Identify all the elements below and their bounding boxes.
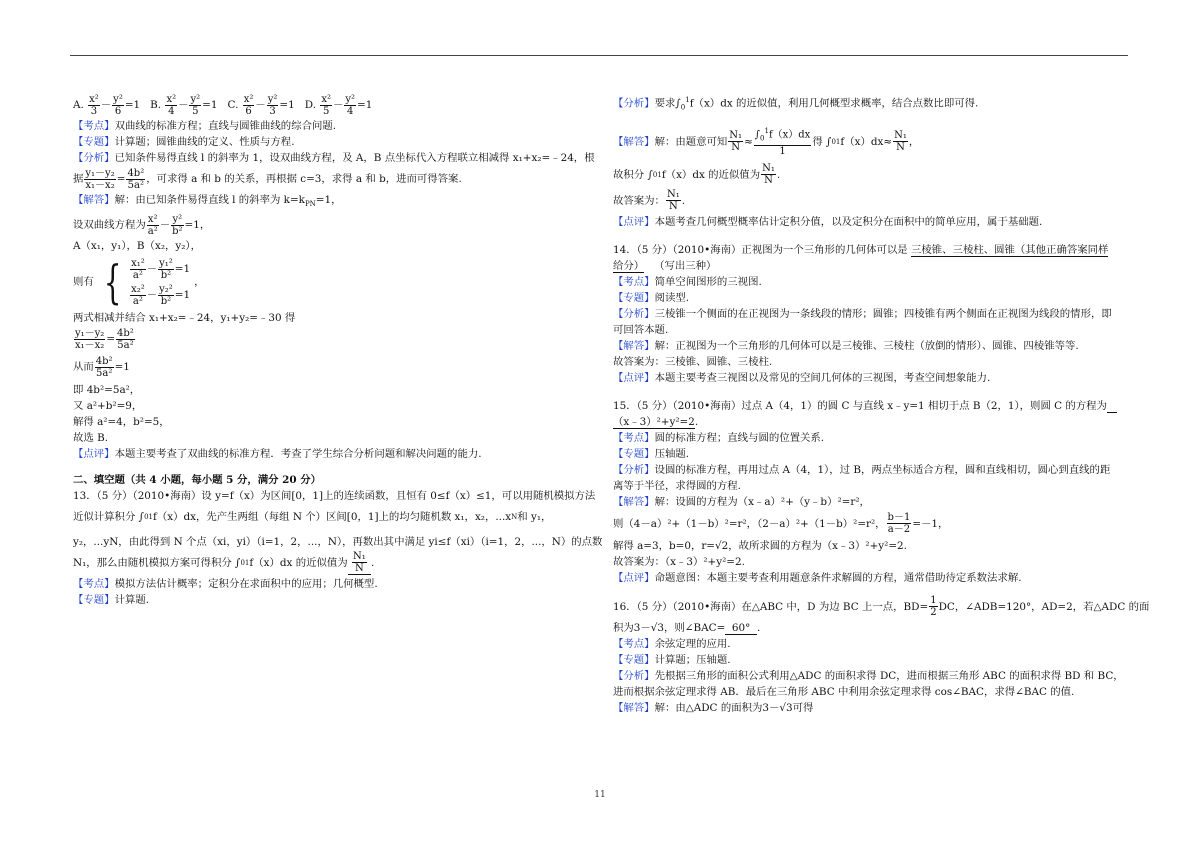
zhuanti-tag: 【专题】 [73, 136, 115, 148]
header-rule [70, 55, 1128, 56]
q15-dianping: 【点评】命题意图：本题主要考查利用题意条件求解圆的方程，通常借助待定系数法求解. [613, 571, 1022, 584]
subtract-line: 两式相减并结合 x₁+x₂=﹣24，y₁+y₂=﹣30 得 [73, 312, 296, 325]
equation-system: 则有 { $\frac{\text{x₁²}}{\text{a²}}$ － $\frac{\text{y₁²}}{\text{b²}}$ =1 $\frac{\text{x₂²}}{\text{a²}}$ － $\frac{\text{y₂²}}{\text{b²}}$ =1 ， [73, 255, 205, 310]
section-title: 二、填空题（共 4 小题，每小题 5 分，满分 20 分） [73, 474, 322, 487]
q14-zhuanti: 【专题】阅读型. [613, 291, 690, 304]
q16-kaodian: 【考点】余弦定理的应用. [613, 637, 731, 650]
dianping-line: 【点评】本题主要考查了双曲线的标准方程．考查了学生综合分析问题和解决问题的能力. [73, 448, 482, 461]
fenxi-line-2: 据 $\frac{\text{y₁－y₂}}{\text{x₁－x₂}}$ = $\frac{\text{4b²}}{\text{5a²}}$ ，可求得 a 和 b 的关系，再根据 c=3，求得 a 和 b，进而可得答案. [73, 167, 462, 191]
r-dianping: 【点评】本题考查几何概型概率估计定积分值，以及定积分在面积中的简单应用，属于基础题. [613, 215, 1043, 228]
q13-line-1: 13．（5 分）（2010•海南）设 y=f（x）为区间[0，1]上的连续函数，且恒有 0≤f（x）≤1，可以用随机模拟方法 [73, 490, 596, 503]
slope-fraction: $\frac{\text{y₁－y₂}}{\text{x₁－x₂}}$ = $\frac{\text{4b²}}{\text{5a²}}$ [75, 327, 134, 351]
q15-jieda: 【解答】解：设圆的方程为（x﹣a）²+（y﹣b）²=r²， [613, 495, 870, 508]
q15-kaodian: 【考点】圆的标准方程；直线与圆的位置关系. [613, 431, 825, 444]
solve-line: 解得 a²=4，b²=5， [73, 416, 170, 429]
zhuanti-line: 【专题】计算题；圆锥曲线的定义、性质与方程. [73, 136, 295, 148]
fenxi-tag: 【分析】 [73, 152, 115, 164]
q14-line-2: 给分） （写出三种） [613, 259, 717, 272]
q13-kaodian: 【考点】模拟方法估计概率；定积分在求面积中的应用；几何概型. [73, 578, 378, 591]
q13-zhuanti: 【专题】计算题. [73, 594, 150, 607]
from-line: 从而 $\frac{\text{4b²}}{\text{5a²}}$ =1 [73, 355, 130, 379]
q14-fenxi-2: 可回答本题. [613, 323, 669, 336]
r-jieda: 【解答】 解：由题意可知 $\frac{\text{N₁}}{N}$ ≈ $\frac{\int_0^1f(x)dx}{1}$ 得 ∫ 0 1 f（x）dx ≈ $\frac{\text{N₁}}{N}$ ， [613, 127, 920, 157]
r-gu-line: 故积分 ∫ 0 1 f（x）dx 的近似值为 $\frac{\text{N₁}}{N}$ . [613, 163, 781, 187]
kaodian-line: 【考点】双曲线的标准方程；直线与圆锥曲线的综合问题. [73, 120, 337, 132]
q15-equations: 则（4－a）²+（1－b）²=r²，（2－a）²+（1－b）²=r²， $\frac{b-1}{a-2}$ =－1， [613, 512, 949, 536]
q14-line-1: 14．（5 分）（2010•海南）正视图为一个三角形的几何体可以是 三棱锥、三棱柱、圆锥（其他正确答案同样 [613, 243, 1109, 256]
q15-solve: 解得 a=3，b=0，r=√2，故所求圆的方程为（x﹣3）²+y²=2. [613, 539, 907, 552]
q14-ans: 故答案为：三棱锥、圆锥、三棱柱. [613, 355, 773, 368]
q14-fenxi: 【分析】三棱锥一个侧面的在正视图为一条线段的情形；圆锥；四棱锥有两个侧面在正视图为线段的情形，即 [613, 307, 1112, 320]
kaodian-tag: 【考点】 [73, 120, 115, 132]
q13-line-2: 近似计算积分 ∫ 0 1 f（x）dx ，先产生两组（每组 N 个）区间[0，1]上的均匀随机数 x₁，x₂，...x N 和 y₁， [73, 511, 552, 524]
set-equation: 设双曲线方程为 $\frac{\text{x²}}{\text{a²}}$ － $\frac{\text{y²}}{\text{b²}}$ =1， [73, 213, 211, 237]
q15-fenxi: 【分析】设圆的标准方程，再用过点 A（4，1），过 B，两点坐标适合方程，圆和直线相切，圆心到直线的距 [613, 463, 1111, 476]
page-number: 11 [594, 790, 606, 800]
q15-line-2: （x﹣3）²+y²=2. [613, 415, 699, 428]
fenxi-line: 【分析】已知条件易得直线 l 的斜率为 1，设双曲线方程，及 A，B 点坐标代入方程联立相减得 x₁+x₂=﹣24，根 [73, 152, 595, 164]
q13-line-3: y₂，...yN，由此得到 N 个点（xi，yi）（i=1，2，...，N），再数出其中满足 yi≤f（xi）（i=1，2，...，N）的点数 [73, 536, 603, 549]
you-line: 又 a²+b²=9， [73, 400, 143, 413]
answer-options: A. $\frac{\text{x²}}{3}$ － $\frac{\text{y²}}{6}$ =1 B. $\frac{\text{x²}}{4}$ － $\frac{\text{y²}}{5}$ =1 C. $\frac{\text{x²}}{6}$ － $\frac{\text{y²}}{3}$ =1 D. $\frac{\text{x²}}{5}$ － $\frac{\text{y²}}{4}$ =1 [73, 93, 373, 117]
r-fenxi: 【分析】要求$\int_0^1f(x)dx$ 的近似值，利用几何概型求概率，结合点数比即可得. [613, 96, 979, 112]
right-column [613, 92, 1150, 716]
jieda-line: 【解答】解：由已知条件易得直线 l 的斜率为 $k=k_{PN}=1$， [73, 194, 342, 209]
left-column [73, 92, 603, 608]
choose-line: 故选 B. [73, 432, 109, 445]
q15-line-1: 15．（5 分）（2010•海南）过点 A（4，1）的圆 C 与直线 x﹣y=1 相切于点 B（2，1），则圆 C 的方程为 [613, 398, 1128, 414]
q16-zhuanti: 【专题】计算题；压轴题. [613, 653, 731, 666]
jieda-tag: 【解答】 [73, 194, 115, 206]
q15-ans: 故答案为：（x﹣3）²+y²=2. [613, 555, 745, 568]
q13-line-4: N₁，那么由随机模拟方案可得积分 ∫ 0 1 f（x）dx 的近似值为 $\frac{\text{N₁}}{N}$ . [73, 551, 375, 575]
q15-fenxi-2: 离等于半径，求得圆的方程. [613, 479, 741, 492]
q14-dianping: 【点评】本题主要考查三视图以及常见的空间几何体的三视图，考查空间想象能力. [613, 371, 991, 384]
ji-line: 即 4b²=5a²， [73, 384, 141, 397]
points-line: A（x₁，y₁），B（x₂，y₂）， [73, 240, 201, 253]
q14-kaodian: 【考点】简单空间图形的三视图. [613, 275, 762, 288]
q16-fenxi-2: 进而根据余弦定理求得 AB．最后在三角形 ABC 中利用余弦定理求得 cos∠BAC，求得∠BAC 的值. [613, 685, 1075, 698]
q16-line-2: 积为3－√3，则∠BAC= 60° . [613, 621, 761, 634]
q14-jieda: 【解答】解：正视图为一个三角形的几何体可以是三棱锥、三棱柱（放倒的情形）、圆锥、四棱锥等等. [613, 339, 1079, 352]
dianping-tag: 【点评】 [73, 448, 115, 461]
q16-line-1: 16．（5 分）（2010•海南）在△ABC 中，D 为边 BC 上一点，BD= $\frac{1}{2}$ DC，∠ADB=120°，AD=2，若△ADC 的面 [613, 595, 1150, 619]
r-ans-line: 故答案为： $\frac{\text{N₁}}{N}$ . [613, 189, 686, 213]
q16-fenxi: 【分析】先根据三角形的面积公式利用△ADC 的面积求得 DC，进而根据三角形 ABC 的面积求得 BD 和 BC， [613, 669, 1124, 682]
q15-zhuanti: 【专题】压轴题. [613, 447, 690, 460]
q16-jieda: 【解答】解：由△ADC 的面积为3－√3可得 [613, 701, 814, 714]
